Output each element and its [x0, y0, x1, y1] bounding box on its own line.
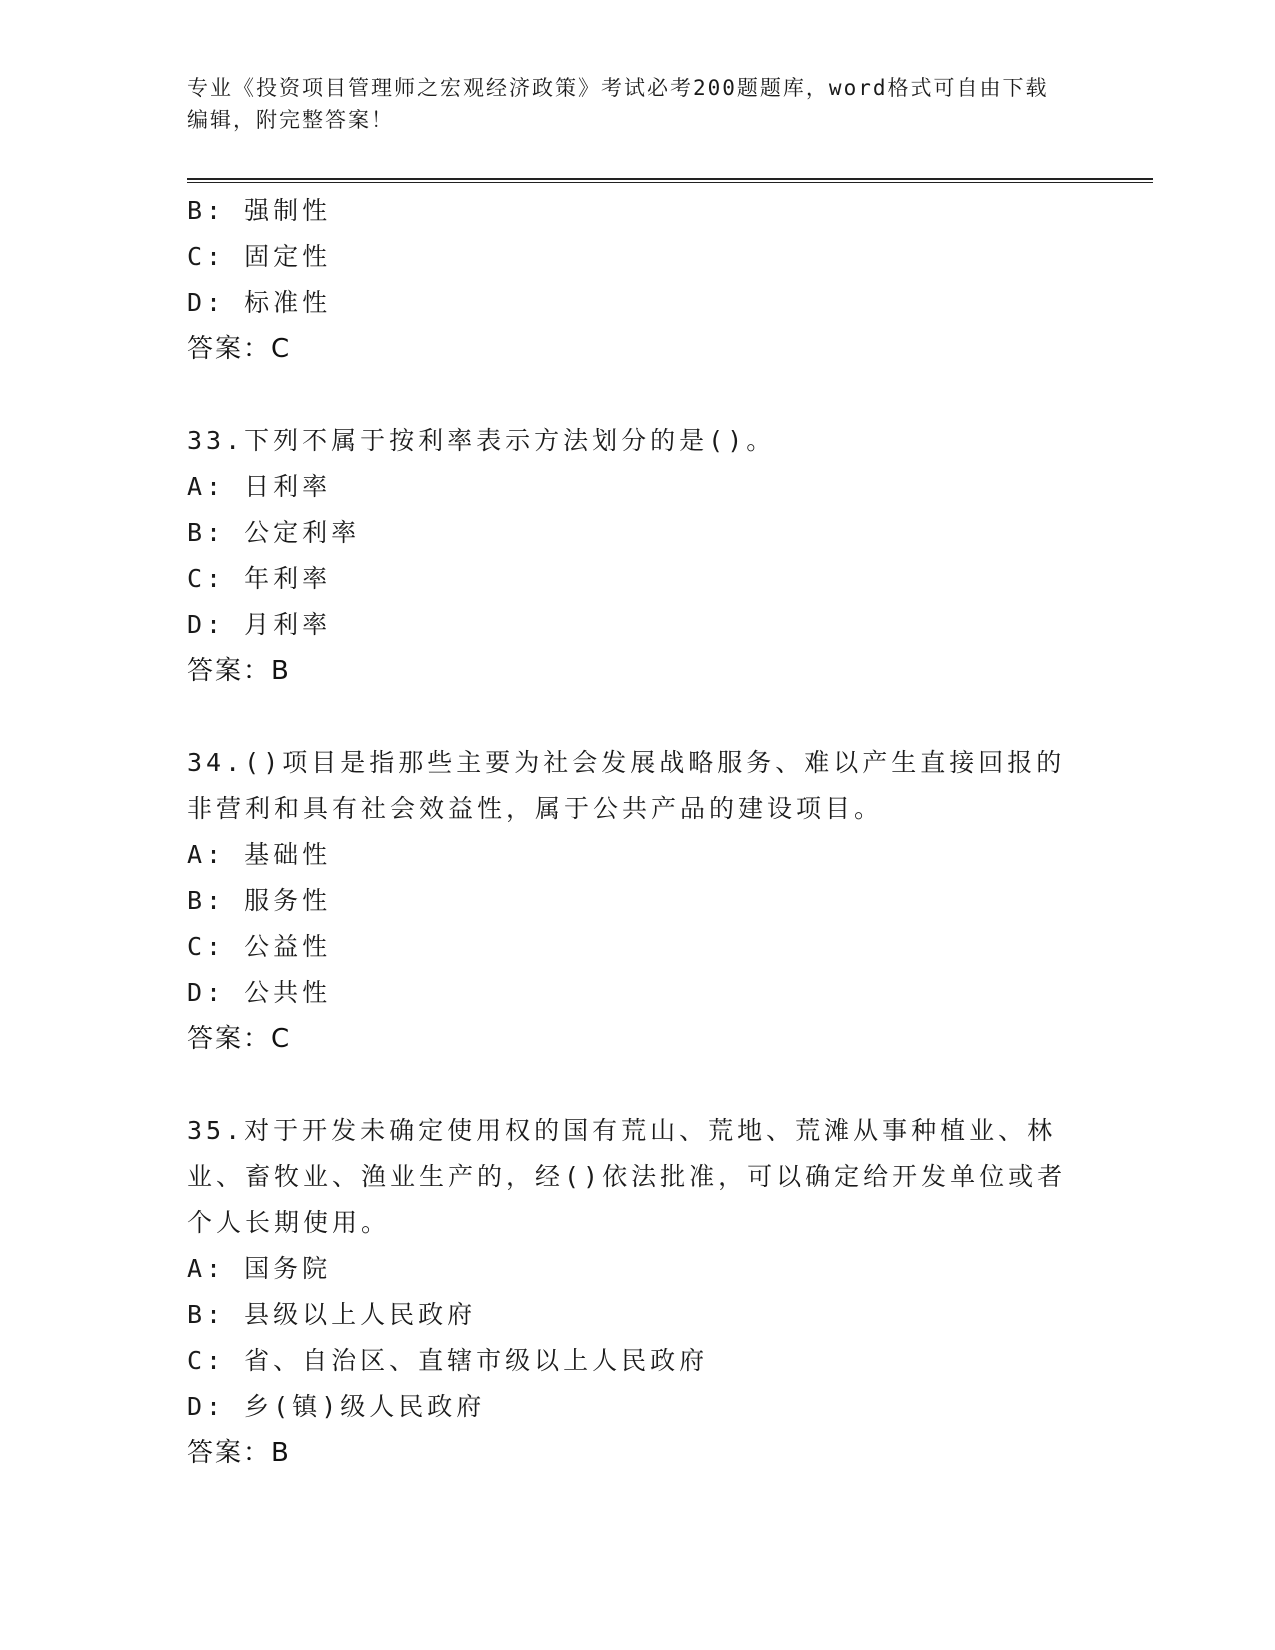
option-a: A: 国务院: [187, 1254, 332, 1283]
question-33: [187, 418, 1087, 694]
question-stem: 34.()项目是指那些主要为社会发展战略服务、难以产生直接回报的非营利和具有社会效益性，属于公共产品的建设项目。: [187, 748, 1066, 823]
question-stem: 33.下列不属于按利率表示方法划分的是()。: [187, 426, 776, 455]
question-list: [187, 188, 1087, 1476]
option-d: D: 月利率: [187, 610, 332, 639]
option-d: D: 公共性: [187, 978, 332, 1007]
option-b: B: 服务性: [187, 886, 332, 915]
option-a: A: 基础性: [187, 840, 332, 869]
spacer: [187, 1062, 1087, 1108]
question-34: [187, 740, 1087, 1062]
header-divider: [187, 178, 1153, 183]
spacer: [187, 372, 1087, 418]
spacer: [187, 694, 1087, 740]
option-a: A: 日利率: [187, 472, 332, 501]
question-stem: 35.对于开发未确定使用权的国有荒山、荒地、荒滩从事种植业、林业、畜牧业、渔业生产的，经()依法批准，可以确定给开发单位或者个人长期使用。: [187, 1116, 1067, 1237]
answer-line: 答案：C: [187, 334, 292, 364]
answer-line: 答案：C: [187, 1024, 292, 1054]
option-c: C: 公益性: [187, 932, 332, 961]
option-c: C: 固定性: [187, 242, 332, 271]
option-d: D: 标准性: [187, 288, 332, 317]
option-c: C: 年利率: [187, 564, 332, 593]
option-c: C: 省、自治区、直辖市级以上人民政府: [187, 1346, 709, 1375]
answer-line: 答案：B: [187, 656, 291, 686]
page-header: 专业《投资项目管理师之宏观经济政策》考试必考200题题库，word格式可自由下载编辑，附完整答案！: [187, 76, 1049, 132]
option-b: B: 县级以上人民政府: [187, 1300, 477, 1329]
option-b: B: 强制性: [187, 196, 332, 225]
question-35: [187, 1108, 1087, 1476]
question-partial: [187, 188, 1087, 372]
option-d: D: 乡(镇)级人民政府: [187, 1392, 486, 1421]
option-b: B: 公定利率: [187, 518, 361, 547]
answer-line: 答案：B: [187, 1438, 291, 1468]
